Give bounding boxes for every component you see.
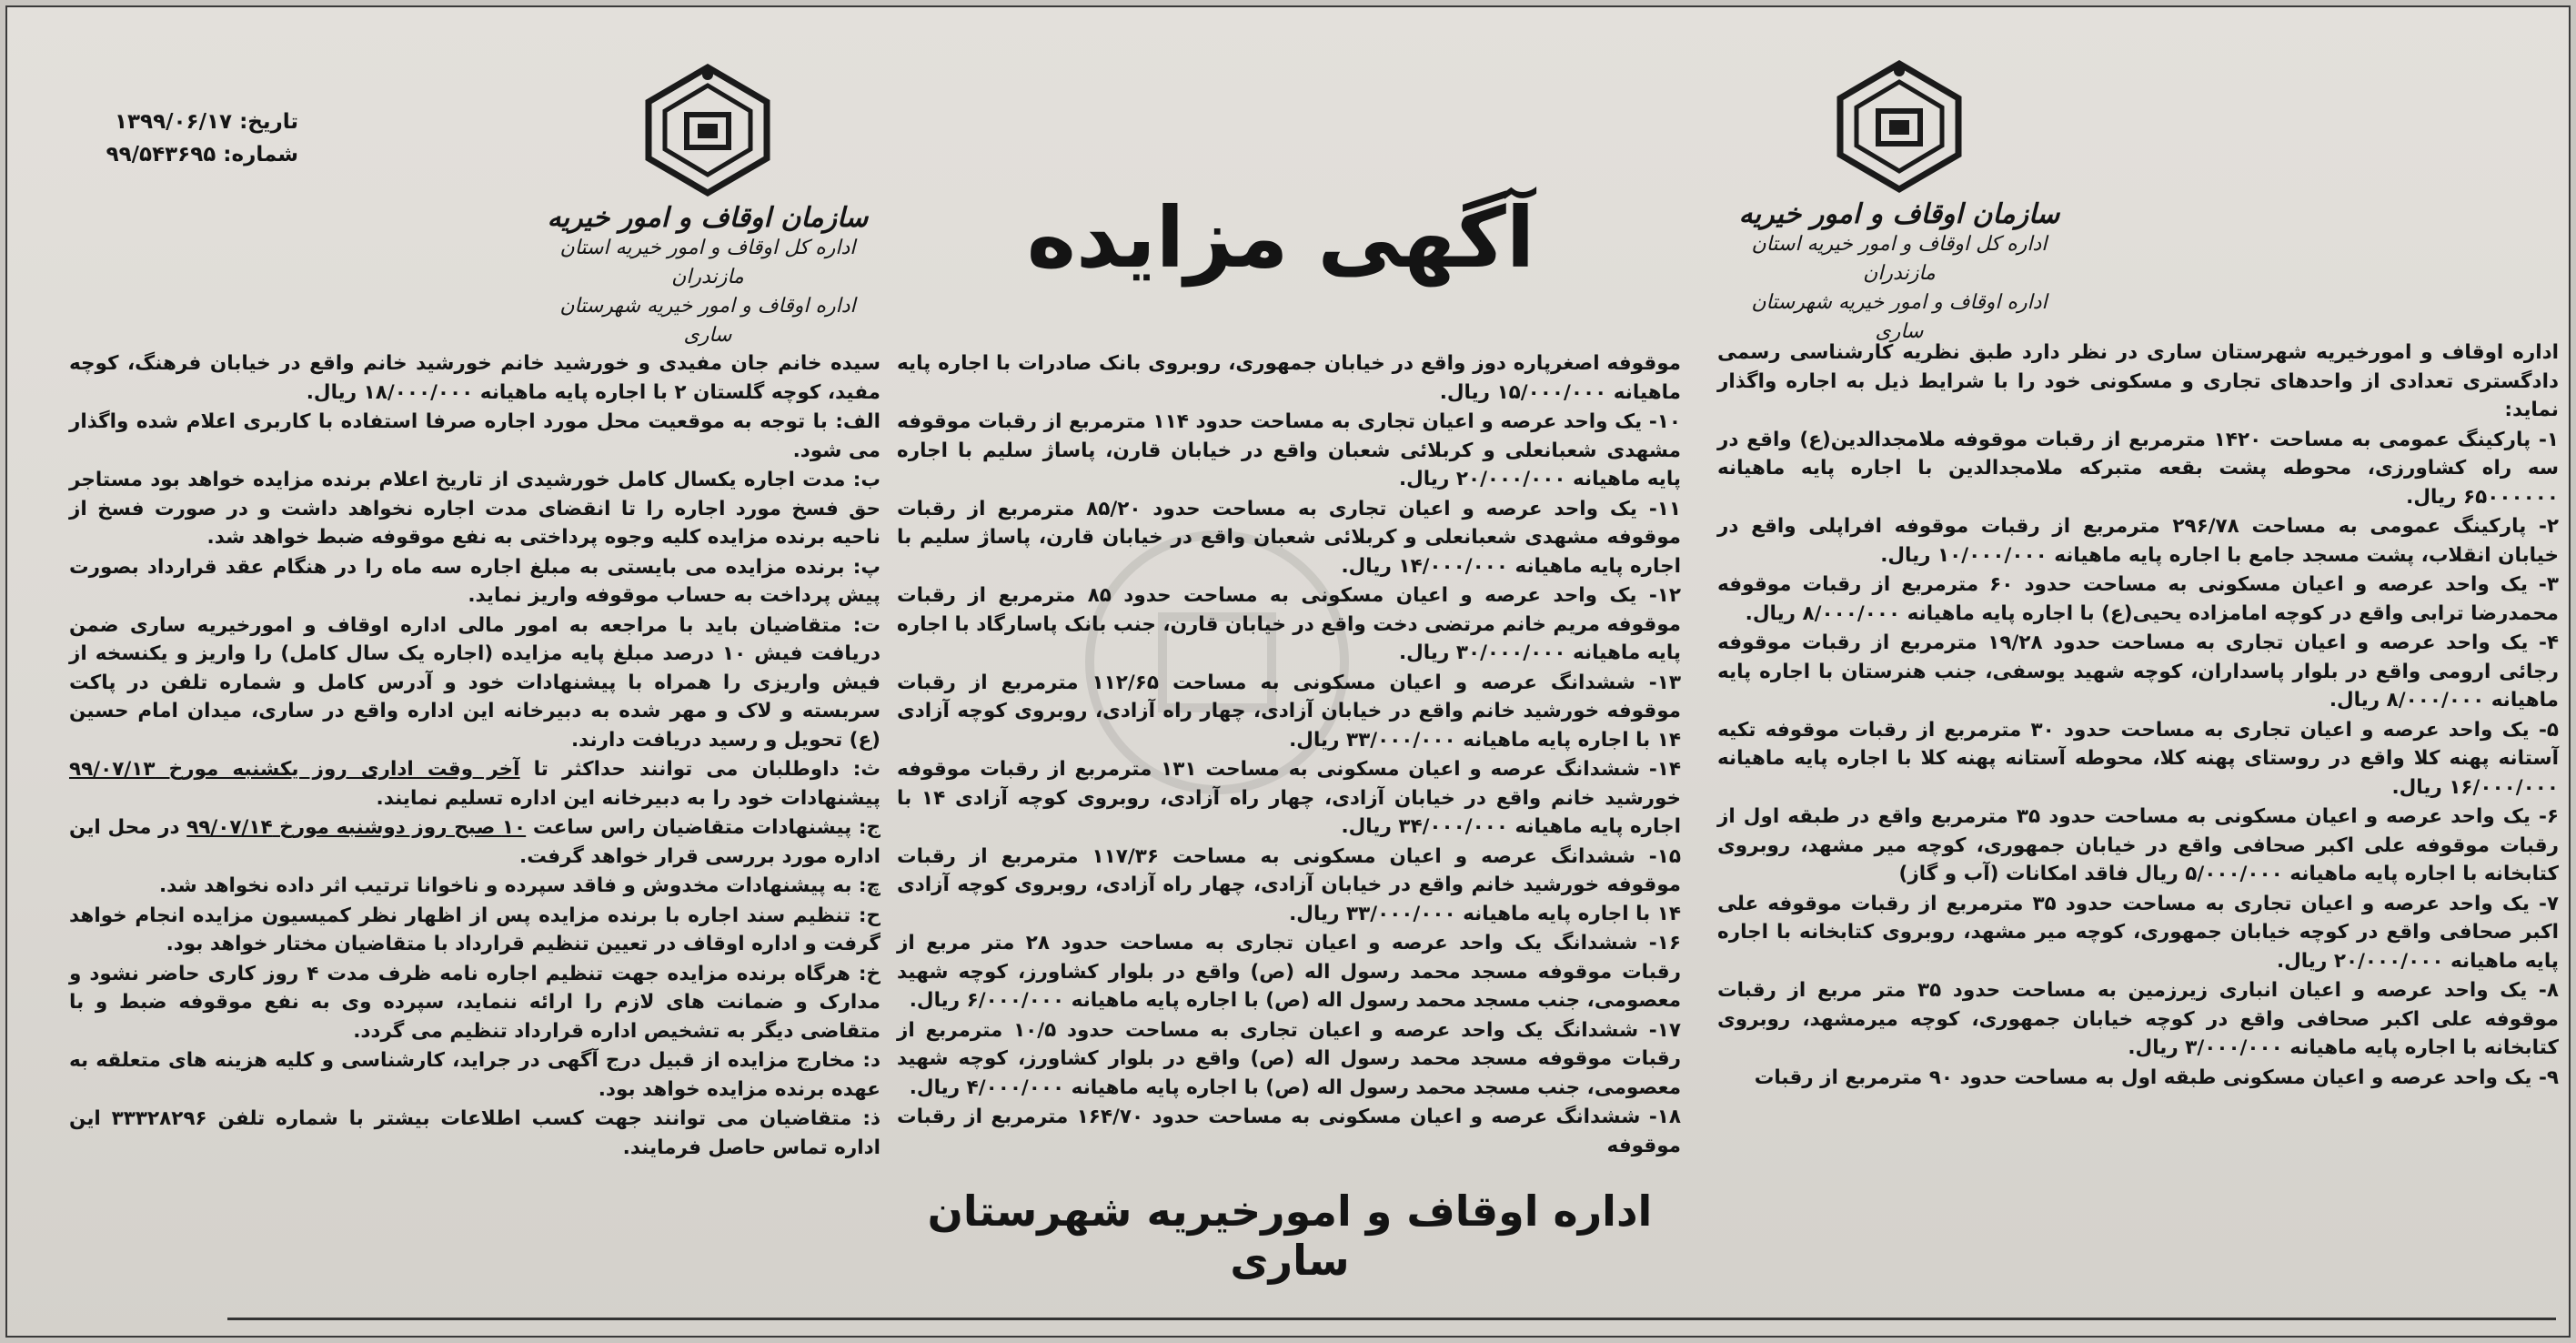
list-item: سیده خانم جان مفیدی و خورشید خانم خورشید خانم واقع در خیابان فرهنگ، کوچه مفید، کوچه گلستان ۲ با اجاره پایه ماهیانه ۱۸/۰۰۰/۰۰۰ ریال. xyxy=(69,352,880,404)
newspaper-page xyxy=(5,5,2571,1338)
list-item: ۸- یک واحد عرصه و اعیان انباری زیرزمین به مساحت حدود ۳۵ متر مربع از رقبات موقوفه علی اکبر صحافی واقع در کوچه خیابان جمهوری، کوچه میرمشهد، روبروی کتابخانه با اجاره پایه ماهیانه ۳/۰۰۰/۰۰۰ ریال. xyxy=(1717,979,2559,1059)
number-value: ۹۹/۵۴۳۶۹۵ xyxy=(106,143,216,167)
opening-suffix: در محل این اداره مورد بررسی قرار خواهد گرفت. xyxy=(69,816,880,868)
opening-prefix: ج: پیشنهادات متقاضیان راس ساعت xyxy=(526,816,881,839)
bottom-divider xyxy=(227,1318,2556,1320)
list-item: د: مخارج مزایده از قبیل درج آگهی در جراید، کارشناسی و کلیه هزینه های متعلقه به عهده برنده مزایده خواهد بود. xyxy=(69,1049,880,1101)
list-item: ب: مدت اجاره یکسال کامل خورشیدی از تاریخ اعلام برنده مزایده خواهد بود مستاجر حق فسخ مورد اجاره را تا انقضای مدت اجاره نخواهد داشت و در صورت فسخ از ناحیه برنده مزایده کلیه وجوه پرداختی به نفع موقوفه ضبط خواهد شد. xyxy=(69,469,880,549)
date-label: تاریخ: xyxy=(239,110,298,134)
list-item: ۱- پارکینگ عمومی به مساحت ۱۴۲۰ مترمربع از رقبات موقوفه ملامجدالدین(ع) واقع در سه راه کشاورزی، محوطه پشت بقعه متبرکه ملامجدالدین با اجاره پایه ماهیانه ۶۵۰۰۰۰۰۰ ریال. xyxy=(1717,428,2559,509)
org-line-province: اداره کل اوقاف و امور خیریه استان مازندران xyxy=(559,237,856,288)
list-item: ۱۷- ششدانگ یک واحد عرصه و اعیان تجاری به مساحت حدود ۱۰/۵ مترمربع از رقبات موقوفه مسجد محمد رسول اله (ص) واقع در بلوار کشاورز، کوچه شهید معصومی، جنب مسجد محمد رسول اله (ص) با اجاره پایه ماهیانه ۴/۰۰۰/۰۰۰ ریال. xyxy=(897,1018,1681,1099)
conditions-column-middle xyxy=(897,349,1681,1161)
list-item: ۶- یک واحد عرصه و اعیان مسکونی به مساحت حدود ۳۵ مترمربع واقع در طبقه اول از رقبات موقوفه علی اکبر صحافی واقع در خیابان جمهوری، کوچه میر مشهد، روبروی کتابخانه با اجاره پایه ماهیانه ۵/۰۰۰/۰۰۰ ریال فاقد امکانات (آب و گاز) xyxy=(1717,805,2559,885)
deadline-suffix: پیشنهادات خود را به دبیرخانه این اداره تسلیم نمایند. xyxy=(376,786,880,810)
list-item: ۱۳- ششدانگ عرصه و اعیان مسکونی به مساحت ۱۱۲/۶۵ مترمربع از رقبات موقوفه خورشید خانم واقع در خیابان آزادی، چهار راه آزادی، روبروی کوچه آزادی ۱۴ با اجاره پایه ماهیانه ۳۳/۰۰۰/۰۰۰ ریال. xyxy=(897,671,1681,752)
list-item: ۱۰- یک واحد عرصه و اعیان تجاری به مساحت حدود ۱۱۴ مترمربع از رقبات موقوفه مشهدی شعبانعلی و کربلائی شعبان واقع در خیابان قارن، پاساژ سلیم با اجاره پایه ماهیانه ۲۰/۰۰۰/۰۰۰ ریال. xyxy=(897,410,1681,490)
org-line-province: اداره کل اوقاف و امور خیریه استان مازندران xyxy=(1751,233,2048,285)
list-item: ۲- پارکینگ عمومی به مساحت ۲۹۶/۷۸ مترمربع از رقبات موقوفه افراپلی واقع در خیابان انقلاب، پشت مسجد جامع با اجاره پایه ماهیانه ۱۰/۰۰۰/۰۰۰ ریال. xyxy=(1717,515,2559,567)
number-label: شماره: xyxy=(223,143,298,167)
deadline-prefix: ث: داوطلبان می توانند حداکثر تا xyxy=(519,758,880,781)
deadline-date: آخر وقت اداری روز یکشنبه مورخ ۹۹/۰۷/۱۳ xyxy=(69,758,520,781)
list-item: ح: تنظیم سند اجاره با برنده مزایده پس از اظهار نظر کمیسیون مزایده انجام خواهد گرفت و اداره اوقاف در تعیین تنظیم قرارداد با متقاضیان مختار خواهد بود. xyxy=(69,904,880,955)
opening-date: ۱۰ صبح روز دوشنبه مورخ ۹۹/۰۷/۱۴ xyxy=(186,816,527,839)
list-item: ۱۲- یک واحد عرصه و اعیان مسکونی به مساحت حدود ۸۵ مترمربع از رقبات موقوفه مریم خانم مرتضی دخت واقع در خیابان قارن، جنب بانک پاسارگاد با اجاره پایه ماهیانه ۳۰/۰۰۰/۰۰۰ ریال. xyxy=(897,584,1681,664)
conditions-column-right xyxy=(1717,338,2559,1093)
opening-item xyxy=(69,813,880,871)
org-name: سازمان اوقاف و امور خیریه xyxy=(1738,198,2060,230)
footer-signature: اداره اوقاف و امورخیریه شهرستان ساری xyxy=(927,1186,1653,1285)
list-item: ۹- یک واحد عرصه و اعیان مسکونی طبقه اول به مساحت حدود ۹۰ مترمربع از رقبات xyxy=(1754,1065,2559,1089)
list-item: پ: برنده مزایده می بایستی به مبلغ اجاره سه ماه را در هنگام عقد قرارداد بصورت پیش پرداخت به حساب موقوفه واریز نماید. xyxy=(69,555,880,607)
deadline-item xyxy=(69,755,880,813)
list-item: ۱۴- ششدانگ عرصه و اعیان مسکونی به مساحت ۱۳۱ مترمربع از رقبات موقوفه خورشید خانم واقع در خیابان آزادی، چهار راه آزادی، روبروی کوچه آزادی ۱۴ با اجاره پایه ماهیانه ۳۴/۰۰۰/۰۰۰ ریال. xyxy=(897,758,1681,838)
list-item: خ: هرگاه برنده مزایده جهت تنظیم اجاره نامه ظرف مدت ۴ روز کاری حاضر نشود و مدارک و ضمانت های لازم را ارائه ننماید، سپرده وی به نفع موقوفه ضبط و با متقاضی دیگر به تشخیص اداره قرارداد تنظیم می گردد. xyxy=(69,962,880,1043)
number-line xyxy=(80,138,298,171)
list-item: ۱۸- ششدانگ عرصه و اعیان مسکونی به مساحت حدود ۱۶۴/۷۰ مترمربع از رقبات موقوفه xyxy=(897,1106,1681,1157)
list-item: چ: به پیشنهادات مخدوش و فاقد سپرده و ناخوانا ترتیب اثر داده نخواهد شد. xyxy=(158,874,880,897)
org-line-city: اداره اوقاف و امور خیریه شهرستان ساری xyxy=(559,295,856,347)
list-item: ۱۵- ششدانگ عرصه و اعیان مسکونی به مساحت ۱۱۷/۳۶ مترمربع از رقبات موقوفه خورشید خانم واقع در خیابان آزادی، چهار راه آزادی، روبروی کوچه آزادی ۱۴ با اجاره پایه ماهیانه ۳۳/۰۰۰/۰۰۰ ریال. xyxy=(897,844,1681,925)
page-title: آگهی مزایده xyxy=(1026,189,1535,287)
list-item: ذ: متقاضیان می توانند جهت کسب اطلاعات بیشتر با شماره تلفن ۳۳۳۲۸۲۹۶ این اداره تماس حاصل فرمایند. xyxy=(69,1107,880,1159)
org-name: سازمان اوقاف و امور خیریه xyxy=(547,202,869,234)
list-item: ۵- یک واحد عرصه و اعیان تجاری به مساحت حدود ۳۰ مترمربع از رقبات موقوفه تکیه آستانه پهنه کلا واقع در روستای پهنه کلا، محوطه آستانه پهنه کلا با اجاره پایه ماهیانه ۱۶/۰۰۰/۰۰۰ ریال. xyxy=(1717,718,2559,799)
list-item: ۷- یک واحد عرصه و اعیان تجاری به مساحت حدود ۳۵ مترمربع از رقبات موقوفه علی اکبر صحافی واقع در کوچه خیابان جمهوری، کوچه میر مشهد، روبروی کتابخانه با اجاره پایه ماهیانه ۲۰/۰۰۰/۰۰۰ ریال. xyxy=(1717,892,2560,973)
date-value: ۱۳۹۹/۰۶/۱۷ xyxy=(114,110,233,134)
list-item: ۱۱- یک واحد عرصه و اعیان تجاری به مساحت حدود ۸۵/۲۰ مترمربع از رقبات موقوفه مشهدی شعبانعلی و کربلائی شعبان واقع در خیابان قارن، پاساژ سلیم با اجاره پایه ماهیانه ۱۴/۰۰۰/۰۰۰ ریال. xyxy=(897,497,1681,578)
list-item: الف: با توجه به موقعیت محل مورد اجاره صرفا استفاده با کاربری اعلام شده واگذار می شود. xyxy=(69,410,880,462)
awqaf-seal-icon xyxy=(630,62,785,198)
list-item: ت: متقاضیان باید با مراجعه به امور مالی اداره اوقاف و امورخیریه ساری ضمن دریافت فیش ۱۰ درصد مبلغ پایه مزایده (اجاره یک سال کامل) را واریز و یکنسخه از فیش واریزی را همراه با پیشنهادات خود و آدرس کامل و شماره تلفن در پاکت سربسته و لاک و مهر شده به دبیرخانه این اداره واقع در ساری، میدان امام حسین (ع) تحویل و رسید دریافت دارند. xyxy=(69,613,880,752)
list-item: ۱۶- ششدانگ یک واحد عرصه و اعیان تجاری به مساحت حدود ۲۸ متر مربع از رقبات موقوفه مسجد محمد رسول اله (ص) واقع در بلوار کشاورز، کوچه شهید معصومی، جنب مسجد محمد رسول اله (ص) با اجاره پایه ماهیانه ۶/۰۰۰/۰۰۰ ریال. xyxy=(897,932,1681,1012)
list-item: ۴- یک واحد عرصه و اعیان تجاری به مساحت حدود ۱۹/۲۸ مترمربع از رقبات موقوفه رجائی ارومی واقع در بلوار پاسداران، کوچه شهید یوسفی، جنب هنرستان با اجاره پایه ماهیانه ۸/۰۰۰/۰۰۰ ریال. xyxy=(1717,631,2559,712)
org-header-right xyxy=(1726,58,2072,347)
awqaf-seal-icon xyxy=(1822,58,1977,195)
date-number-block xyxy=(80,106,298,171)
conditions-column-left xyxy=(69,349,880,1163)
list-item: ۳- یک واحد عرصه و اعیان مسکونی به مساحت حدود ۶۰ مترمربع از رقبات موقوفه محمدرضا ترابی واقع در کوچه امامزاده یحیی(ع) با اجاره پایه ماهیانه ۸/۰۰۰/۰۰۰ ریال. xyxy=(1717,573,2559,625)
org-header-left xyxy=(535,62,880,350)
intro-paragraph: اداره اوقاف و امورخیریه شهرستان ساری در نظر دارد طبق نظریه کارشناسی رسمی دادگستری تعدادی از واحدهای تجاری و مسکونی خود را با شرایط ذیل به اجاره واگذار نماید: xyxy=(1717,341,2559,421)
org-line-city: اداره اوقاف و امور خیریه شهرستان ساری xyxy=(1751,291,2048,343)
list-item: موقوفه اصغرپاره دوز واقع در خیابان جمهوری، روبروی بانک صادرات با اجاره پایه ماهیانه ۱۵/۰۰۰/۰۰۰ ریال. xyxy=(897,352,1681,404)
date-line xyxy=(80,106,298,138)
